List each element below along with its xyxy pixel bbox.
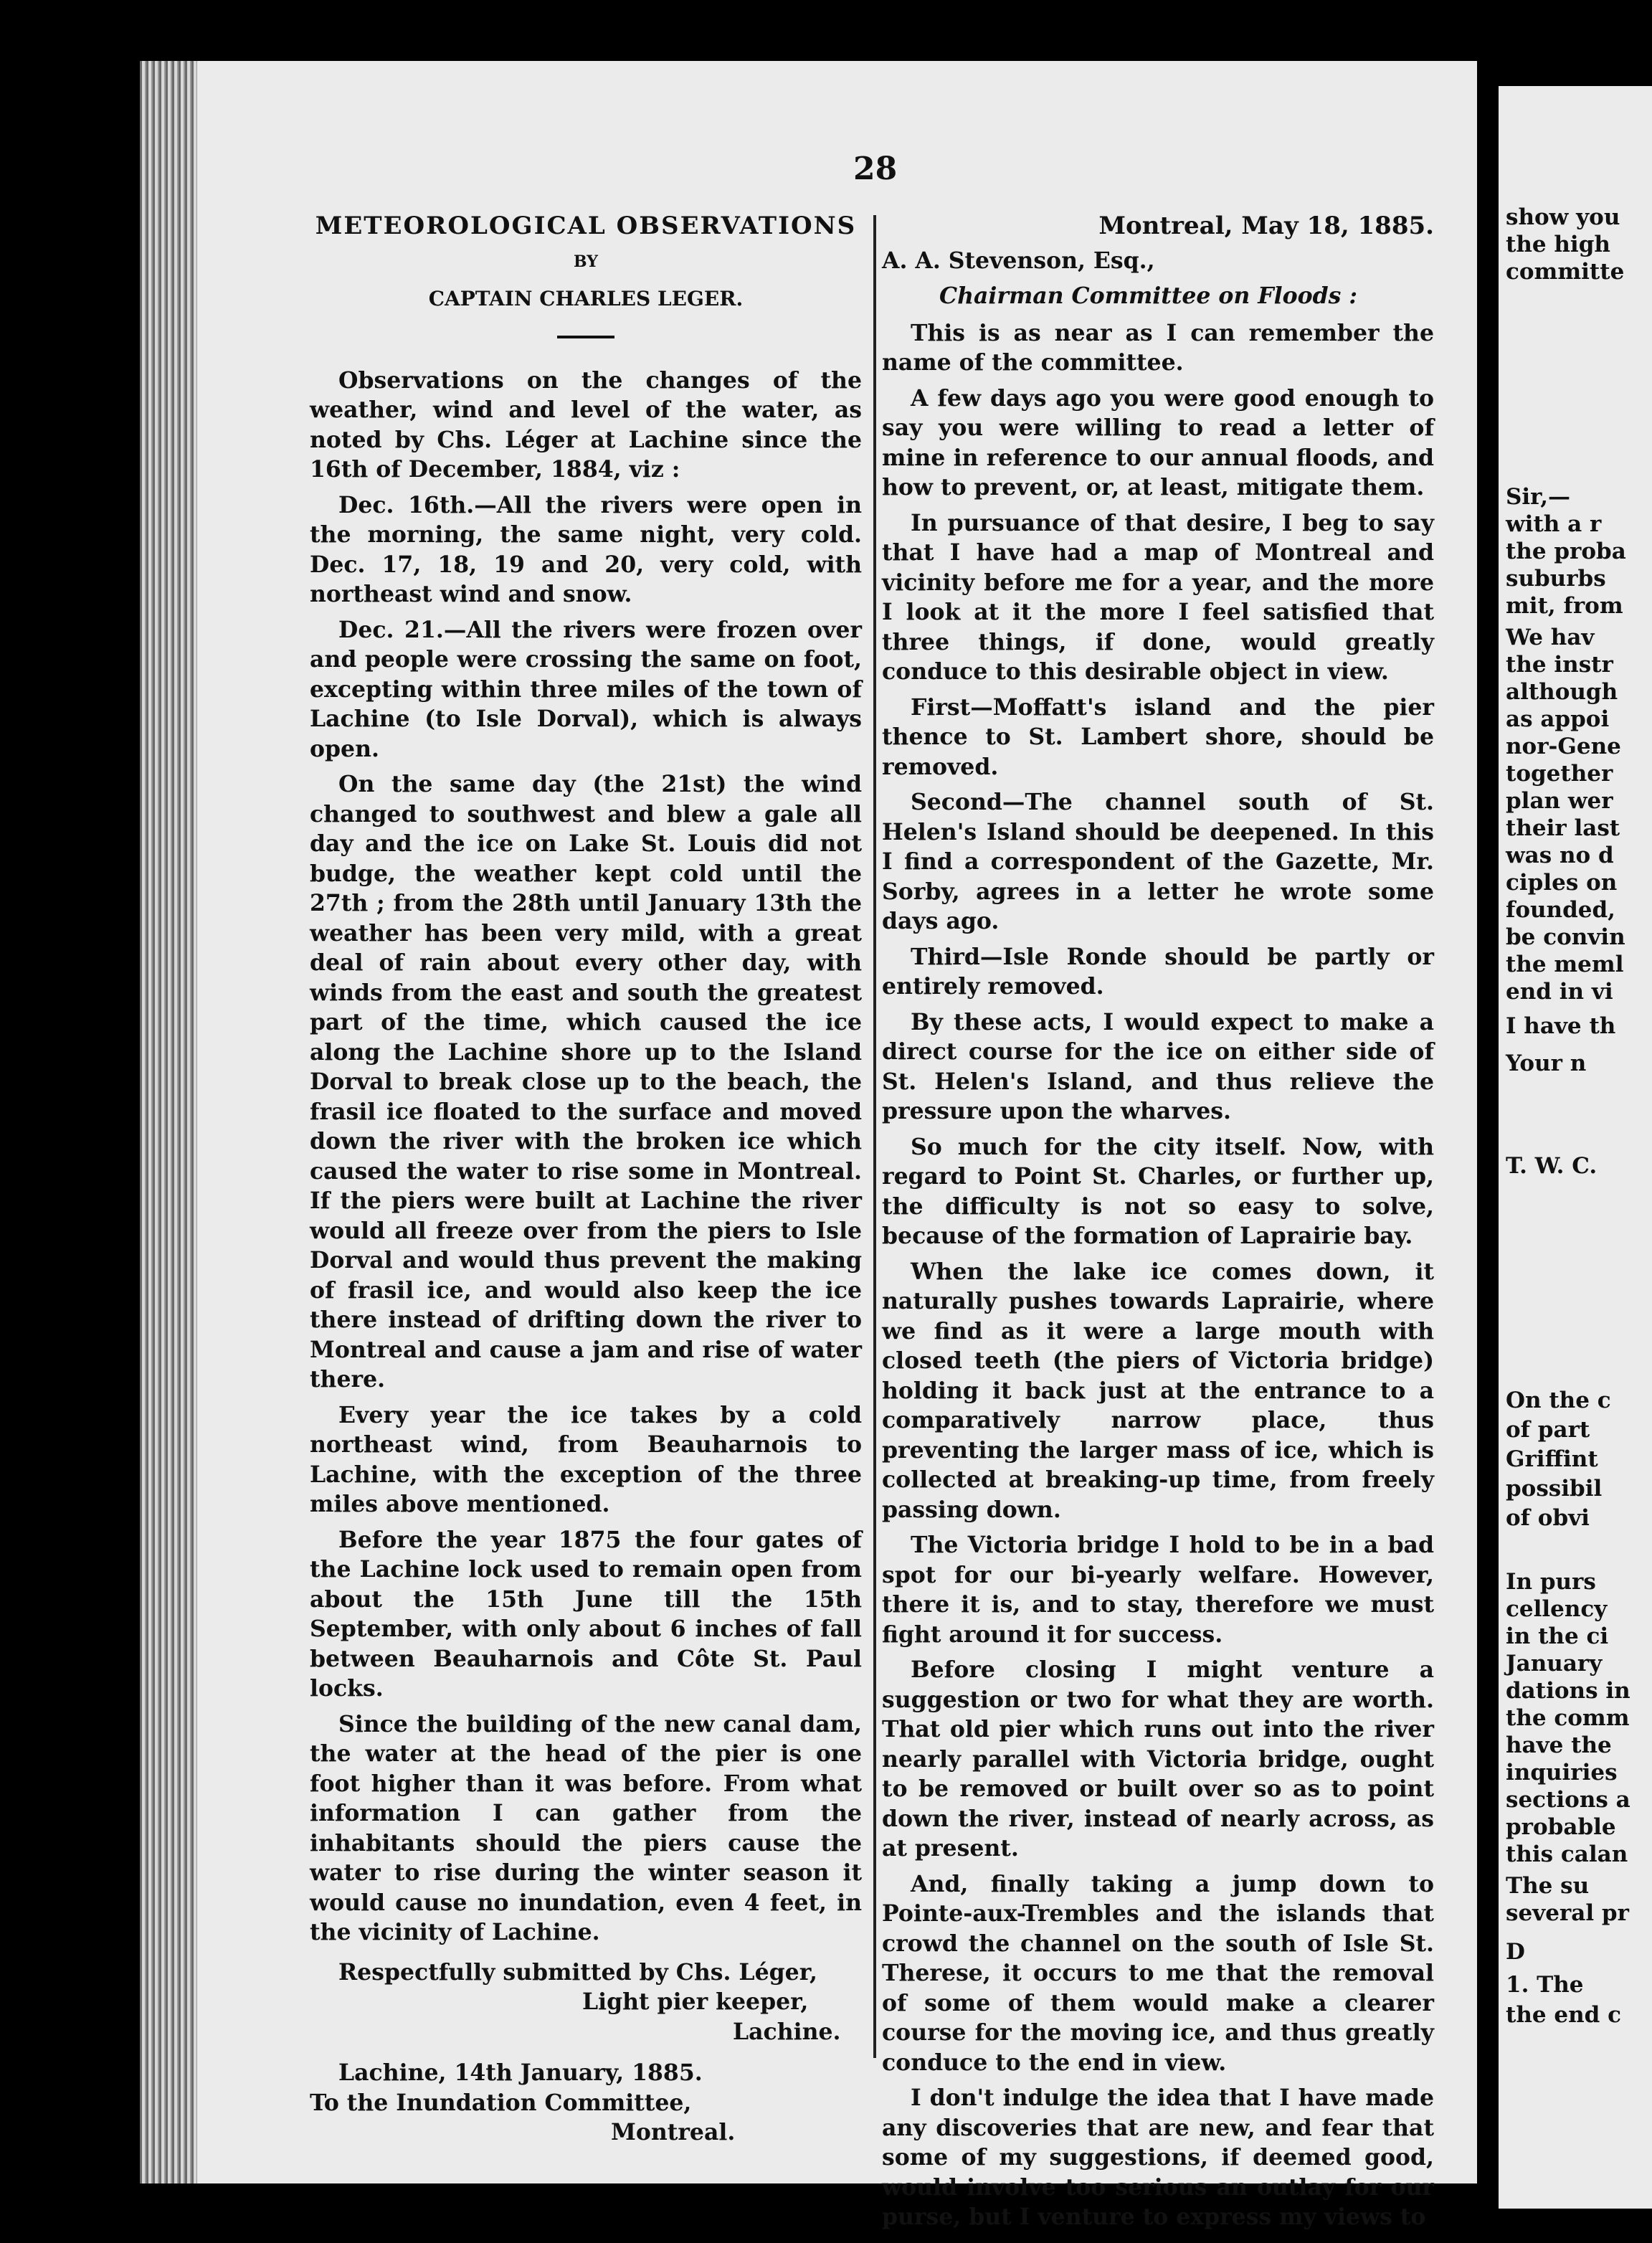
next-page-fragment: the high bbox=[1506, 232, 1610, 257]
next-page-fragment: the proba bbox=[1506, 539, 1626, 564]
paragraph: And, finally taking a jump down to Pointe-aux-Trembles and the islands that crowd the channel on the south of Isle St. Therese, it occurs to me that the removal of some of them would make a clearer course for the moving ice, and thus greatly conduce to the end in view. bbox=[882, 1870, 1434, 2076]
paragraph: Second—The channel south of St. Helen's Island should be deepened. In this I find a correspondent of the Gazette, Mr. Sorby, agrees in a letter he wrote some days ago. bbox=[882, 789, 1434, 934]
next-page-fragment: as appoi bbox=[1506, 706, 1610, 732]
column-divider bbox=[873, 215, 876, 2058]
next-page-fragment: possibil bbox=[1506, 1476, 1603, 1502]
article-author: CAPTAIN CHARLES LEGER. bbox=[428, 287, 744, 310]
paragraph: This is as near as I can remember the name of the committee. bbox=[882, 319, 1434, 376]
paragraph: Before closing I might venture a suggestion or two for what they are worth. That old pier which runs out into the river nearly parallel with Victoria bridge, ought to be removed or built over so as to point down the river, instead of nearly across, as at present. bbox=[882, 1656, 1434, 1862]
next-page-fragment: The su bbox=[1506, 1873, 1590, 1899]
next-page-fragment: the meml bbox=[1506, 952, 1624, 977]
next-page-fragment: several pr bbox=[1506, 1900, 1629, 1926]
next-page-fragment: In purs bbox=[1506, 1569, 1596, 1595]
letter-dateline: Montreal, May 18, 1885. bbox=[1098, 212, 1434, 240]
closing-line: To the Inundation Committee, bbox=[310, 2089, 692, 2116]
next-page-fragment: with a r bbox=[1506, 511, 1602, 537]
next-page-fragment: mit, from bbox=[1506, 593, 1623, 619]
next-page-fragment: although bbox=[1506, 679, 1618, 705]
paragraph: Dec. 16th.—All the rivers were open in the morning, the same night, very cold. Dec. 17, 18, 19 and 20, very cold, with northeast wind and snow. bbox=[310, 491, 862, 607]
next-page-fragment: I have th bbox=[1506, 1013, 1616, 1039]
next-page-fragment: the comm bbox=[1506, 1705, 1630, 1731]
next-page-fragment: Your n bbox=[1506, 1051, 1587, 1076]
paragraph: So much for the city itself. Now, with regard to Point St. Charles, or further up, the difficulty is not so easy to solve, because of the formation of Laprairie bay. bbox=[882, 1133, 1434, 1249]
book-spine-edges bbox=[140, 61, 197, 2183]
paragraph: First—Moffatt's island and the pier thence to St. Lambert shore, should be removed. bbox=[882, 693, 1434, 780]
next-page-fragment: January bbox=[1506, 1651, 1603, 1677]
next-page-fragment: ciples on bbox=[1506, 870, 1618, 896]
next-page-fragment: Griffint bbox=[1506, 1446, 1598, 1472]
next-page-fragment: show you bbox=[1506, 204, 1620, 230]
next-page-fragment: end in vi bbox=[1506, 979, 1613, 1005]
next-page-fragment: in the ci bbox=[1506, 1623, 1609, 1649]
next-page-fragment: be convin bbox=[1506, 924, 1625, 950]
next-page-fragment: their last bbox=[1506, 815, 1620, 841]
next-page-fragment: sections a bbox=[1506, 1787, 1630, 1813]
paragraph: On the same day (the 21st) the wind changed to southwest and blew a gale all day and the ice on Lake St. Louis did not budge, the weather kept cold until the 27th ; from the 28th until January 13th the weather has been very mild, with a great deal of rain about every other day, with winds from the east and south the greatest part of the time, which caused the ice along the Lachine shore up to the Island Dorval to break close up to the beach, the frasil ice floated to the surface and moved down the river with the broken ice which caused the water to rise some in Montreal. If the piers were built at Lachine the river would all freeze over from the piers to Isle Dorval and would thus prevent the making of frasil ice, and would also keep the ice there instead of drifting down the river to Montreal and cause a jam and rise of water there. bbox=[310, 771, 862, 1393]
next-page-fragment: founded, bbox=[1506, 897, 1615, 923]
next-page-fragment: the instr bbox=[1506, 652, 1613, 678]
title-rule bbox=[557, 336, 614, 338]
signature-line: Lachine. bbox=[733, 2018, 841, 2045]
next-page-fragment: the end c bbox=[1506, 2002, 1621, 2028]
next-page-fragment: dations in bbox=[1506, 1678, 1630, 1704]
next-page-fragment: have the bbox=[1506, 1732, 1612, 1758]
next-page-fragment: inquiries bbox=[1506, 1760, 1618, 1786]
paragraph: In pursuance of that desire, I beg to say that I have had a map of Montreal and vicinity before me for a year, and the more I look at it the more I feel satisfied that three things, if done, would greatly conduce to this desirable object in view. bbox=[882, 509, 1434, 685]
next-page-fragment: probable bbox=[1506, 1814, 1616, 1840]
paragraph: Since the building of the new canal dam, the water at the head of the pier is one foot higher than it was before. From what information I can gather from the inhabitants should the piers cause the water to rise during the winter season it would cause no inundation, even 4 feet, in the vicinity of Lachine. bbox=[310, 1710, 862, 1945]
paragraph: Before the year 1875 the four gates of the Lachine lock used to remain open from about the 15th June till the 15th September, with only about 6 inches of fall between Beauharnois and Côte St. Paul locks. bbox=[310, 1526, 862, 1702]
next-page-fragment: Sir,— bbox=[1506, 484, 1571, 510]
paragraph: By these acts, I would expect to make a direct course for the ice on either side of St. Helen's Island, and thus relieve the pressure upon the wharves. bbox=[882, 1008, 1434, 1124]
paragraph: A few days ago you were good enough to say you were willing to read a letter of mine in reference to our annual floods, and how to prevent, or, at least, mitigate them. bbox=[882, 384, 1434, 501]
signature-line: Light pier keeper, bbox=[582, 1988, 809, 2015]
next-page-fragment: We hav bbox=[1506, 625, 1595, 650]
signature-line: Respectfully submitted by Chs. Léger, bbox=[338, 1958, 817, 1986]
next-page-fragment: D bbox=[1506, 1939, 1525, 1965]
paragraph: When the lake ice comes down, it naturally pushes towards Laprairie, where we find as it were a large mouth with closed teeth (the piers of Victoria bridge) holding it back just at the entrance to a comparatively narrow place, thus preventing the larger mass of ice, which is collected at breaking-up time, from freely passing down. bbox=[882, 1258, 1434, 1523]
paragraph: Every year the ice takes by a cold northeast wind, from Beauharnois to Lachine, with the exception of the three miles above mentioned. bbox=[310, 1401, 862, 1517]
next-page-fragment: committe bbox=[1506, 259, 1625, 285]
next-page-fragment: plan wer bbox=[1506, 788, 1613, 814]
paragraph: I don't indulge the idea that I have made any discoveries that are new, and fear that some of my suggestions, if deemed good, would involve too serious an outlay for our purse, but I venture to express my views to bbox=[882, 2085, 1434, 2230]
next-page-fragment: of obvi bbox=[1506, 1505, 1590, 1531]
next-page-fragment: 1. The bbox=[1506, 1972, 1584, 1998]
addressee-title: Chairman Committee on Floods : bbox=[939, 283, 1357, 309]
left-column bbox=[310, 212, 862, 2148]
paragraph: The Victoria bridge I hold to be in a bad spot for our bi-yearly welfare. However, there it is, and to stay, therefore we must fight around it for success. bbox=[882, 1532, 1434, 1648]
byline-by: BY bbox=[574, 252, 598, 271]
letter-addressee: A. A. Stevenson, Esq., bbox=[882, 247, 1155, 274]
paragraph: Dec. 21.—All the rivers were frozen over and people were crossing the same on foot, excepting within three miles of the town of Lachine (to Isle Dorval), which is always open. bbox=[310, 616, 862, 762]
page-number: 28 bbox=[853, 151, 898, 187]
paragraph: Observations on the changes of the weather, wind and level of the water, as noted by Chs. Léger at Lachine since the 16th of December, 1884, viz : bbox=[310, 366, 862, 483]
next-page-fragment: together bbox=[1506, 761, 1613, 787]
next-page-fragment: was no d bbox=[1506, 843, 1614, 868]
closing-line: Lachine, 14th January, 1885. bbox=[338, 2059, 703, 2086]
right-column bbox=[882, 212, 1434, 2238]
next-page-fragment: of part bbox=[1506, 1417, 1590, 1443]
closing-line: Montreal. bbox=[611, 2119, 736, 2145]
next-page-fragment: suburbs bbox=[1506, 566, 1606, 592]
next-page-fragment: nor-Gene bbox=[1506, 734, 1621, 759]
next-page-fragment: this calan bbox=[1506, 1841, 1628, 1867]
next-page-fragment: On the c bbox=[1506, 1388, 1611, 1413]
next-page-fragment: cellency bbox=[1506, 1596, 1608, 1622]
next-page-fragment: T. W. C. bbox=[1506, 1153, 1598, 1179]
paragraph: Third—Isle Ronde should be partly or entirely removed. bbox=[882, 943, 1434, 1000]
article-title: METEOROLOGICAL OBSERVATIONS bbox=[315, 212, 857, 240]
